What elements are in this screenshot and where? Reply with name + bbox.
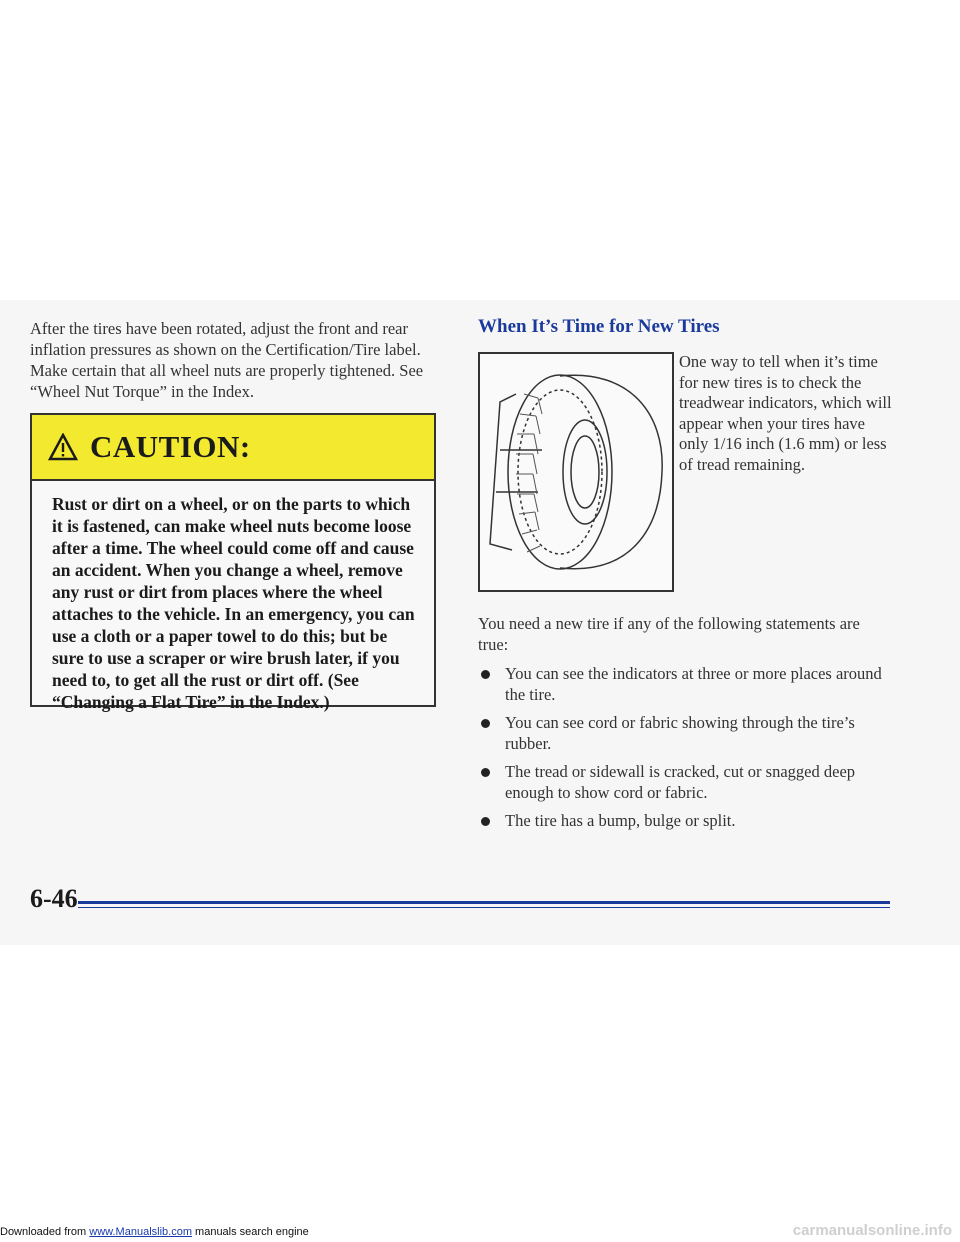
new-tire-list <box>478 664 898 840</box>
caution-header <box>32 415 434 481</box>
watermark: carmanualsonline.info <box>792 1222 952 1239</box>
list-item: You can see cord or fabric showing through the tire’s rubber. <box>478 713 898 754</box>
footer-rule-thin <box>78 907 890 908</box>
warning-triangle-icon <box>48 433 78 461</box>
intro-paragraph: After the tires have been rotated, adjust the front and rear inflation pressures as shown on the Certification/Tire label. Make certain that all wheel nuts are properly tightened. See “Wheel Nut Torque” in the Index. <box>30 319 424 401</box>
list-item: The tread or sidewall is cracked, cut or snagged deep enough to show cord or fabric. <box>478 762 898 803</box>
tire-icon <box>480 354 672 590</box>
new-tire-intro: You need a new tire if any of the following statements are true: <box>478 614 860 654</box>
page-number: 6-46 <box>30 884 78 913</box>
bullet-icon <box>481 768 490 777</box>
list-item: You can see the indicators at three or more places around the tire. <box>478 664 898 705</box>
caution-box <box>30 413 436 712</box>
section-title: When It’s Time for New Tires <box>478 316 720 337</box>
tire-illustration <box>478 352 674 592</box>
list-item: The tire has a bump, bulge or split. <box>478 811 898 832</box>
treadwear-paragraph: One way to tell when it’s time for new tires is to check the treadwear indicators, which will appear when your tires have only 1/16 inch (1.6 mm) or less of tread remaining. <box>679 352 892 474</box>
manualslib-link[interactable]: www.Manualslib.com <box>89 1226 192 1238</box>
page-footer <box>30 884 890 924</box>
download-credit: Downloaded from www.Manualslib.com manuals search engine <box>0 1226 309 1238</box>
bullet-icon <box>481 719 490 728</box>
bullet-icon <box>481 670 490 679</box>
right-column <box>478 316 898 338</box>
left-column <box>30 318 450 402</box>
bullet-icon <box>481 817 490 826</box>
caution-text: Rust or dirt on a wheel, or on the parts to which it is fastened, can make wheel nuts become loose after a time. The wheel could come off and cause an accident. When you change a wheel, remove any rust or dirt from places where the wheel attaches to the vehicle. In an emergency, you can use a cloth or a paper towel to do this; but be sure to use a scraper or wire brush later, if you need to, to get all the rust or dirt off. (See “Changing a Flat Tire” in the Index.) <box>52 494 415 712</box>
caution-title: CAUTION: <box>90 429 251 464</box>
footer-rule <box>78 901 890 904</box>
